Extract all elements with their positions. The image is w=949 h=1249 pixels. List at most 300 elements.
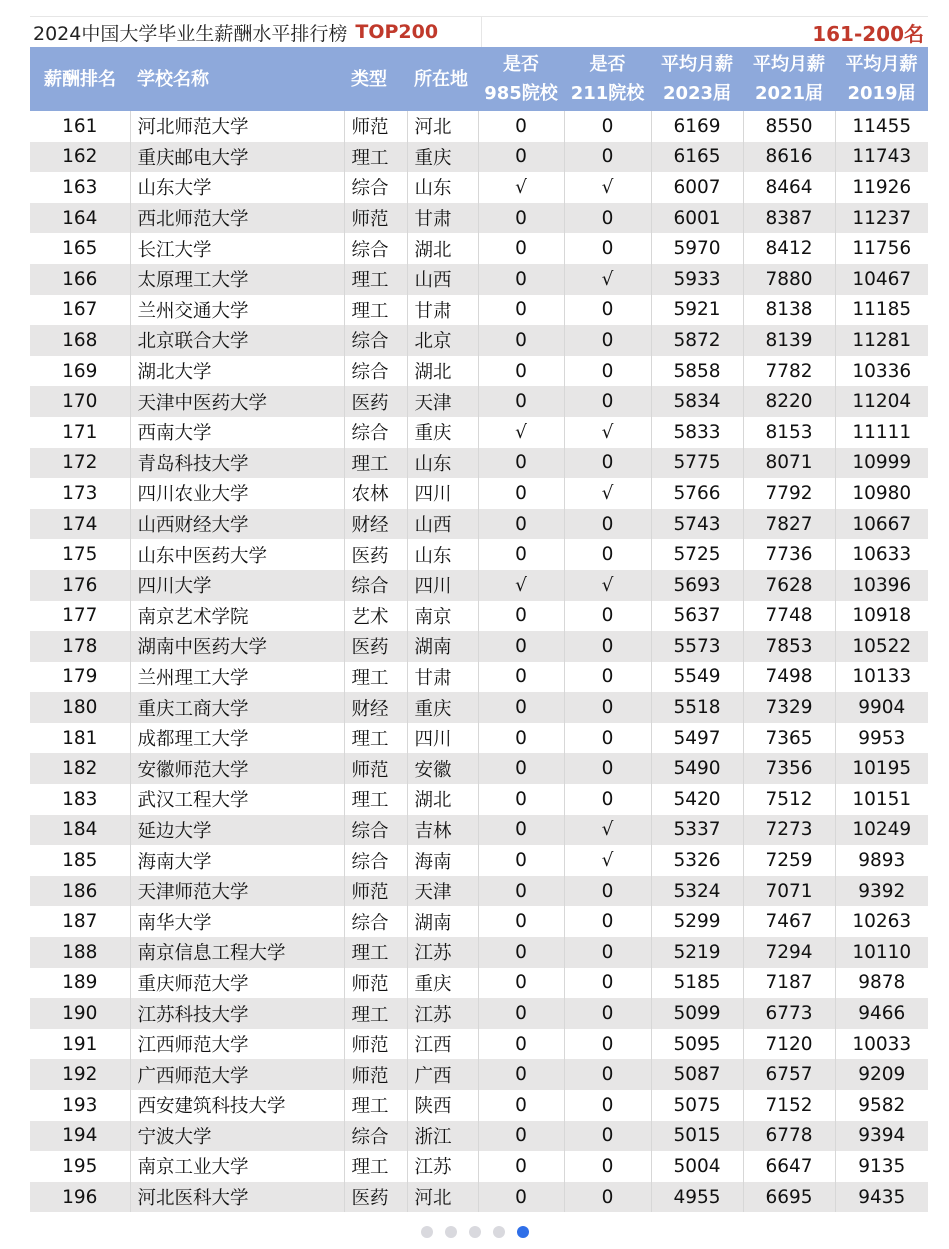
cell-salary-2019: 11281 [852,329,912,351]
cell-is-211: 0 [564,937,651,968]
cell-salary-2023: 6007 [651,172,743,203]
cell-salary-2019: 10336 [852,360,912,382]
cell-salary-2019: 11756 [852,238,912,260]
cell-salary-2023: 5299 [651,906,743,937]
cell-salary-2023: 5219 [651,937,743,968]
cell-location: 山西 [407,264,478,295]
table-row [30,325,928,356]
cell-school: 南京艺术学院 [130,601,344,632]
cell-school: 南华大学 [130,906,344,937]
cell-rank: 187 [30,906,130,937]
cell-school: 海南大学 [130,845,344,876]
cell-salary-2023: 5637 [651,601,743,632]
cell-is-211: 0 [564,692,651,723]
salary-ranking-table [30,47,928,1212]
cell-type: 师范 [344,753,407,784]
cell-salary-2019: 10195 [852,758,912,780]
cell-type: 医药 [344,1182,407,1213]
cell-location: 江苏 [407,937,478,968]
cell-is-985: 0 [478,356,564,387]
cell-rank: 170 [30,386,130,417]
cell-location: 河北 [407,111,478,142]
cell-rank: 184 [30,815,130,846]
table-row [30,692,928,723]
cell-salary-2021: 8387 [743,203,835,234]
cell-is-985: 0 [478,1059,564,1090]
header-salary-2021-line1: 平均月薪 [753,54,825,75]
cell-is-211: 0 [564,356,651,387]
cell-salary-2019: 10918 [852,605,912,627]
cell-is-211: 0 [564,233,651,264]
table-row [30,539,928,570]
cell-type: 理工 [344,142,407,173]
cell-salary-2021: 7467 [743,906,835,937]
cell-school: 长江大学 [130,233,344,264]
cell-school: 河北医科大学 [130,1182,344,1213]
cell-salary-2019: 11185 [852,299,912,321]
cell-salary-2021: 7792 [743,478,835,509]
cell-rank: 182 [30,753,130,784]
cell-is-985: 0 [478,876,564,907]
cell-school: 南京信息工程大学 [130,937,344,968]
cell-is-985: 0 [478,509,564,540]
cell-school: 四川农业大学 [130,478,344,509]
cell-location: 四川 [407,478,478,509]
table-row [30,815,928,846]
cell-location: 四川 [407,570,478,601]
cell-salary-2023: 5775 [651,448,743,479]
cell-school: 西南大学 [130,417,344,448]
cell-is-985: 0 [478,1121,564,1152]
cell-school: 湖北大学 [130,356,344,387]
cell-salary-2021: 7498 [743,662,835,693]
cell-location: 安徽 [407,753,478,784]
cell-school: 武汉工程大学 [130,784,344,815]
cell-is-211: 0 [564,723,651,754]
table-row [30,1121,928,1152]
cell-salary-2019: 10110 [852,941,912,963]
cell-salary-2019: 9392 [858,880,906,902]
cell-salary-2021: 7748 [743,601,835,632]
cell-type: 农林 [344,478,407,509]
cell-type: 理工 [344,295,407,326]
cell-is-211: 0 [564,203,651,234]
cell-is-211: 0 [564,1090,651,1121]
cell-rank: 176 [30,570,130,601]
cell-is-211: 0 [564,142,651,173]
ranking-sheet [30,16,928,1216]
cell-rank: 166 [30,264,130,295]
header-type: 类型 [344,47,407,111]
cell-rank: 189 [30,968,130,999]
cell-salary-2023: 5921 [651,295,743,326]
cell-salary-2023: 5337 [651,815,743,846]
cell-is-211: √ [564,172,651,203]
cell-type: 师范 [344,1029,407,1060]
header-location: 所在地 [407,47,478,111]
cell-salary-2021: 8153 [743,417,835,448]
cell-school: 青岛科技大学 [130,448,344,479]
cell-rank: 181 [30,723,130,754]
rank-range-label: 161-200名 [481,17,928,47]
cell-school: 湖南中医药大学 [130,631,344,662]
cell-salary-2021: 7273 [743,815,835,846]
cell-rank: 167 [30,295,130,326]
cell-location: 天津 [407,386,478,417]
cell-school: 重庆师范大学 [130,968,344,999]
cell-is-985: 0 [478,233,564,264]
cell-location: 甘肃 [407,295,478,326]
cell-is-985: 0 [478,937,564,968]
cell-is-211: 0 [564,753,651,784]
cell-rank: 165 [30,233,130,264]
cell-salary-2019: 10999 [852,452,912,474]
header-985 [478,47,564,111]
cell-salary-2023: 5872 [651,325,743,356]
cell-is-211: 0 [564,295,651,326]
cell-type: 理工 [344,264,407,295]
table-row [30,356,928,387]
cell-is-211: 0 [564,1059,651,1090]
cell-location: 山东 [407,172,478,203]
cell-salary-2019: 10249 [852,819,912,841]
cell-salary-2021: 8412 [743,233,835,264]
cell-is-211: 0 [564,386,651,417]
cell-is-985: √ [478,417,564,448]
cell-salary-2023: 6169 [651,111,743,142]
cell-type: 综合 [344,1121,407,1152]
cell-salary-2021: 7365 [743,723,835,754]
cell-salary-2021: 7329 [743,692,835,723]
table-row [30,264,928,295]
cell-location: 南京 [407,601,478,632]
cell-school: 天津中医药大学 [130,386,344,417]
cell-salary-2021: 6695 [743,1182,835,1213]
cell-school: 兰州交通大学 [130,295,344,326]
cell-salary-2019: 9135 [858,1155,906,1177]
table-row [30,753,928,784]
cell-salary-2021: 7827 [743,509,835,540]
cell-rank: 164 [30,203,130,234]
cell-salary-2023: 5743 [651,509,743,540]
cell-salary-2023: 5004 [651,1151,743,1182]
pagination-dot[interactable] [493,1226,505,1238]
cell-salary-2019: 9582 [858,1094,906,1116]
cell-is-211: 0 [564,631,651,662]
cell-location: 山东 [407,448,478,479]
cell-rank: 190 [30,998,130,1029]
cell-is-985: 0 [478,142,564,173]
cell-is-985: 0 [478,631,564,662]
title-highlight: TOP200 [355,21,439,43]
cell-type: 综合 [344,325,407,356]
table-row [30,509,928,540]
cell-is-211: 0 [564,1121,651,1152]
cell-salary-2021: 7628 [743,570,835,601]
cell-salary-2021: 8220 [743,386,835,417]
cell-salary-2023: 5015 [651,1121,743,1152]
cell-is-211: 0 [564,448,651,479]
cell-school: 太原理工大学 [130,264,344,295]
table-row [30,478,928,509]
cell-type: 综合 [344,172,407,203]
header-school: 学校名称 [130,47,344,111]
cell-school: 延边大学 [130,815,344,846]
cell-salary-2023: 5420 [651,784,743,815]
cell-is-211: √ [564,264,651,295]
cell-salary-2023: 5970 [651,233,743,264]
cell-rank: 174 [30,509,130,540]
pagination-dot[interactable] [445,1226,457,1238]
cell-type: 综合 [344,815,407,846]
cell-salary-2023: 6001 [651,203,743,234]
cell-salary-2023: 5185 [651,968,743,999]
cell-type: 理工 [344,723,407,754]
table-row [30,784,928,815]
cell-is-211: 0 [564,998,651,1029]
table-body [30,111,928,1212]
cell-location: 海南 [407,845,478,876]
cell-is-985: 0 [478,1151,564,1182]
cell-school: 西安建筑科技大学 [130,1090,344,1121]
table-row [30,1151,928,1182]
header-salary-2019-line1: 平均月薪 [845,54,918,75]
cell-is-211: 0 [564,601,651,632]
cell-is-211: √ [564,417,651,448]
header-211-line1: 是否 [589,54,626,75]
cell-rank: 186 [30,876,130,907]
cell-salary-2019: 10467 [852,268,912,290]
cell-type: 综合 [344,906,407,937]
header-salary-2021 [743,47,835,111]
table-row [30,845,928,876]
cell-type: 综合 [344,417,407,448]
cell-salary-2019: 9466 [858,1003,906,1025]
cell-salary-2021: 7259 [743,845,835,876]
cell-type: 综合 [344,570,407,601]
cell-salary-2023: 5490 [651,753,743,784]
cell-rank: 193 [30,1090,130,1121]
title-row [30,16,928,47]
cell-rank: 185 [30,845,130,876]
table-row [30,998,928,1029]
sheet-title [30,17,481,47]
cell-school: 广西师范大学 [130,1059,344,1090]
cell-type: 财经 [344,692,407,723]
cell-is-985: 0 [478,539,564,570]
cell-type: 医药 [344,631,407,662]
pagination-dot[interactable] [469,1226,481,1238]
cell-type: 理工 [344,1151,407,1182]
cell-is-985: 0 [478,295,564,326]
cell-rank: 171 [30,417,130,448]
cell-rank: 177 [30,601,130,632]
cell-school: 山东中医药大学 [130,539,344,570]
cell-salary-2021: 8464 [743,172,835,203]
cell-rank: 173 [30,478,130,509]
cell-school: 西北师范大学 [130,203,344,234]
cell-salary-2021: 8139 [743,325,835,356]
cell-salary-2019: 11926 [852,176,912,198]
table-row [30,111,928,142]
cell-is-985: 0 [478,815,564,846]
cell-salary-2019: 9904 [858,697,906,719]
cell-salary-2019: 10667 [852,513,912,535]
cell-rank: 183 [30,784,130,815]
cell-salary-2019: 10396 [852,574,912,596]
cell-is-985: 0 [478,264,564,295]
cell-type: 综合 [344,845,407,876]
cell-salary-2021: 7853 [743,631,835,662]
cell-rank: 168 [30,325,130,356]
cell-rank: 191 [30,1029,130,1060]
cell-school: 宁波大学 [130,1121,344,1152]
cell-rank: 178 [30,631,130,662]
cell-salary-2021: 8550 [743,111,835,142]
table-bottom-edge [30,1212,928,1216]
cell-salary-2021: 7294 [743,937,835,968]
cell-salary-2023: 5833 [651,417,743,448]
cell-is-211: 0 [564,876,651,907]
table-row [30,1029,928,1060]
cell-is-985: 0 [478,968,564,999]
cell-is-985: √ [478,570,564,601]
header-salary-2023-line2: 2023届 [662,83,732,104]
cell-rank: 192 [30,1059,130,1090]
cell-location: 湖南 [407,631,478,662]
cell-salary-2021: 7782 [743,356,835,387]
cell-is-211: 0 [564,784,651,815]
pagination-dot[interactable] [421,1226,433,1238]
cell-salary-2021: 6778 [743,1121,835,1152]
cell-salary-2021: 7356 [743,753,835,784]
cell-school: 江西师范大学 [130,1029,344,1060]
cell-salary-2019: 9435 [858,1186,906,1208]
cell-salary-2021: 7120 [743,1029,835,1060]
cell-salary-2023: 5834 [651,386,743,417]
cell-type: 医药 [344,539,407,570]
table-row [30,172,928,203]
header-salary-2019-line2: 2019届 [847,83,916,104]
header-rank: 薪酬排名 [30,47,130,111]
pagination-dot[interactable] [517,1226,529,1238]
cell-salary-2023: 5095 [651,1029,743,1060]
cell-salary-2023: 5858 [651,356,743,387]
table-row [30,1059,928,1090]
cell-location: 北京 [407,325,478,356]
cell-is-211: 0 [564,325,651,356]
cell-school: 河北师范大学 [130,111,344,142]
cell-is-211: √ [564,478,651,509]
cell-salary-2019: 9209 [858,1064,906,1086]
cell-school: 安徽师范大学 [130,753,344,784]
cell-salary-2023: 5087 [651,1059,743,1090]
cell-salary-2019: 10522 [852,635,912,657]
cell-salary-2023: 5326 [651,845,743,876]
cell-rank: 175 [30,539,130,570]
cell-rank: 169 [30,356,130,387]
cell-is-985: 0 [478,692,564,723]
cell-is-211: 0 [564,662,651,693]
cell-rank: 179 [30,662,130,693]
header-985-line2: 985院校 [484,83,558,104]
cell-salary-2021: 7187 [743,968,835,999]
cell-salary-2019: 10133 [852,666,912,688]
cell-is-211: 0 [564,509,651,540]
cell-salary-2019: 11743 [852,146,912,168]
title-main: 2024中国大学毕业生薪酬水平排行榜 [33,22,348,45]
cell-salary-2023: 5518 [651,692,743,723]
cell-type: 综合 [344,356,407,387]
cell-location: 重庆 [407,417,478,448]
header-211-line2: 211院校 [570,83,645,104]
cell-is-985: 0 [478,998,564,1029]
table-header-row [30,47,928,111]
cell-type: 财经 [344,509,407,540]
cell-is-985: 0 [478,906,564,937]
cell-salary-2019: 9893 [858,850,906,872]
cell-is-985: 0 [478,753,564,784]
cell-type: 师范 [344,111,407,142]
cell-salary-2021: 6773 [743,998,835,1029]
cell-is-985: 0 [478,478,564,509]
cell-is-211: 0 [564,906,651,937]
table-row [30,448,928,479]
cell-rank: 188 [30,937,130,968]
cell-location: 湖北 [407,784,478,815]
table-row [30,1090,928,1121]
cell-school: 四川大学 [130,570,344,601]
cell-school: 山西财经大学 [130,509,344,540]
cell-salary-2023: 4955 [651,1182,743,1213]
cell-salary-2021: 7152 [743,1090,835,1121]
cell-salary-2023: 5099 [651,998,743,1029]
cell-is-985: 0 [478,723,564,754]
cell-type: 师范 [344,1059,407,1090]
cell-location: 江苏 [407,1151,478,1182]
cell-location: 四川 [407,723,478,754]
cell-salary-2023: 5725 [651,539,743,570]
cell-salary-2021: 7880 [743,264,835,295]
cell-is-985: 0 [478,111,564,142]
cell-type: 医药 [344,386,407,417]
cell-salary-2021: 8616 [743,142,835,173]
cell-location: 陕西 [407,1090,478,1121]
table-row [30,968,928,999]
cell-type: 理工 [344,662,407,693]
cell-location: 甘肃 [407,203,478,234]
cell-is-211: 0 [564,111,651,142]
cell-is-985: 0 [478,325,564,356]
header-985-line1: 是否 [503,54,539,75]
cell-is-211: √ [564,815,651,846]
cell-salary-2023: 5324 [651,876,743,907]
cell-is-211: 0 [564,1151,651,1182]
cell-is-985: 0 [478,845,564,876]
cell-rank: 163 [30,172,130,203]
cell-rank: 161 [30,111,130,142]
cell-location: 湖北 [407,356,478,387]
cell-location: 湖南 [407,906,478,937]
cell-is-985: 0 [478,784,564,815]
cell-salary-2023: 5549 [651,662,743,693]
cell-is-985: 0 [478,448,564,479]
cell-salary-2023: 5693 [651,570,743,601]
cell-type: 师范 [344,876,407,907]
table-row [30,142,928,173]
cell-is-211: 0 [564,539,651,570]
cell-type: 艺术 [344,601,407,632]
